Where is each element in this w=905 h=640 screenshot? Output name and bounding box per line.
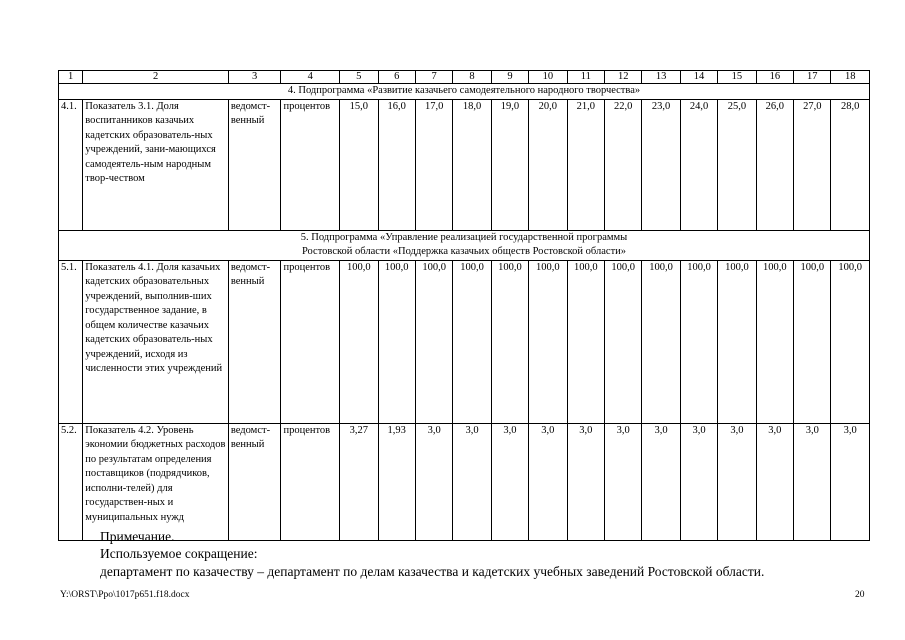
- header-cell: 17: [794, 71, 831, 84]
- file-path: Y:\ORST\Ppo\1017p651.f18.docx: [60, 590, 190, 600]
- table-row: [59, 99, 870, 230]
- value-cell: 100,0: [340, 260, 378, 423]
- note-abbreviation-heading: Используемое сокращение:: [100, 546, 258, 561]
- value-cell: 100,0: [529, 260, 567, 423]
- page-number: 20: [855, 590, 865, 600]
- header-cell: 15: [718, 71, 756, 84]
- header-cell: 7: [415, 71, 452, 84]
- value-cell: 3,0: [718, 423, 756, 540]
- header-row: [59, 71, 870, 84]
- header-cell: 4: [281, 71, 340, 84]
- value-cell: 3,0: [680, 423, 717, 540]
- value-cell: 100,0: [756, 260, 793, 423]
- value-cell: 28,0: [831, 99, 870, 230]
- value-cell: 3,0: [491, 423, 528, 540]
- indicator-name: Показатель 4.2. Уровень экономии бюджетных расходов по результатам определения поставщиков (подрядчиков, исполни-телей) для государствен-ных и муниципальных нужд: [83, 423, 229, 540]
- section-title: 4. Подпрограмма «Развитие казачьего самодеятельного народного творчества»: [59, 84, 870, 100]
- value-cell: 100,0: [604, 260, 641, 423]
- header-cell: 18: [831, 71, 870, 84]
- header-cell: 2: [83, 71, 229, 84]
- value-cell: 100,0: [718, 260, 756, 423]
- value-cell: 23,0: [642, 99, 680, 230]
- value-cell: 100,0: [680, 260, 717, 423]
- value-cell: 3,0: [567, 423, 604, 540]
- section-title: [59, 230, 870, 260]
- value-cell: 26,0: [756, 99, 793, 230]
- header-cell: 6: [378, 71, 415, 84]
- indicator-type: ведомст-венный: [228, 423, 281, 540]
- row-number: 5.2.: [59, 423, 83, 540]
- value-cell: 15,0: [340, 99, 378, 230]
- header-cell: 11: [567, 71, 604, 84]
- value-cell: 100,0: [831, 260, 870, 423]
- header-cell: 3: [228, 71, 281, 84]
- indicator-name: Показатель 4.1. Доля казачьих кадетских образовательных учреждений, выполнив-ших государственное задание, в общем количестве казачьих кадетских образователь-ных учреждений, исходя из численности этих учреждений: [83, 260, 229, 423]
- value-cell: 3,0: [794, 423, 831, 540]
- header-cell: 10: [529, 71, 567, 84]
- section-row: [59, 230, 870, 260]
- indicator-unit: процентов: [281, 423, 340, 540]
- value-cell: 3,0: [604, 423, 641, 540]
- header-cell: 8: [453, 71, 491, 84]
- value-cell: 100,0: [453, 260, 491, 423]
- value-cell: 19,0: [491, 99, 528, 230]
- table-row: [59, 423, 870, 540]
- header-cell: 16: [756, 71, 793, 84]
- note-title: Примечание.: [100, 529, 175, 544]
- section-title-line: Ростовской области «Поддержка казачьих обществ Ростовской области»: [301, 246, 627, 257]
- header-cell: 12: [604, 71, 641, 84]
- value-cell: 1,93: [378, 423, 415, 540]
- value-cell: 3,0: [415, 423, 452, 540]
- indicators-table: [58, 70, 870, 541]
- value-cell: 100,0: [642, 260, 680, 423]
- table-row: [59, 260, 870, 423]
- indicator-unit: процентов: [281, 99, 340, 230]
- value-cell: 100,0: [415, 260, 452, 423]
- value-cell: 3,0: [453, 423, 491, 540]
- value-cell: 100,0: [567, 260, 604, 423]
- value-cell: 3,0: [529, 423, 567, 540]
- indicator-type: ведомст-венный: [228, 260, 281, 423]
- value-cell: 17,0: [415, 99, 452, 230]
- value-cell: 3,0: [642, 423, 680, 540]
- indicator-unit: процентов: [281, 260, 340, 423]
- value-cell: 18,0: [453, 99, 491, 230]
- value-cell: 16,0: [378, 99, 415, 230]
- header-cell: 14: [680, 71, 717, 84]
- value-cell: 24,0: [680, 99, 717, 230]
- note-abbreviation-text: департамент по казачеству – департамент по делам казачества и кадетских учебных заведений Ростовской области.: [100, 564, 765, 579]
- value-cell: 100,0: [794, 260, 831, 423]
- value-cell: 3,0: [831, 423, 870, 540]
- value-cell: 20,0: [529, 99, 567, 230]
- value-cell: 100,0: [378, 260, 415, 423]
- header-cell: 9: [491, 71, 528, 84]
- indicator-name: Показатель 3.1. Доля воспитанников казачьих кадетских образователь-ных учреждений, зани-мающихся самодеятель-ным народным твор-чеством: [83, 99, 229, 230]
- value-cell: 3,27: [340, 423, 378, 540]
- value-cell: 3,0: [756, 423, 793, 540]
- value-cell: 21,0: [567, 99, 604, 230]
- value-cell: 100,0: [491, 260, 528, 423]
- value-cell: 22,0: [604, 99, 641, 230]
- row-number: 4.1.: [59, 99, 83, 230]
- header-cell: 13: [642, 71, 680, 84]
- section-title-line: 5. Подпрограмма «Управление реализацией государственной программы: [300, 231, 628, 243]
- row-number: 5.1.: [59, 260, 83, 423]
- value-cell: 27,0: [794, 99, 831, 230]
- header-cell: 1: [59, 71, 83, 84]
- header-cell: 5: [340, 71, 378, 84]
- indicator-type: ведомст-венный: [228, 99, 281, 230]
- value-cell: 25,0: [718, 99, 756, 230]
- section-row: [59, 84, 870, 100]
